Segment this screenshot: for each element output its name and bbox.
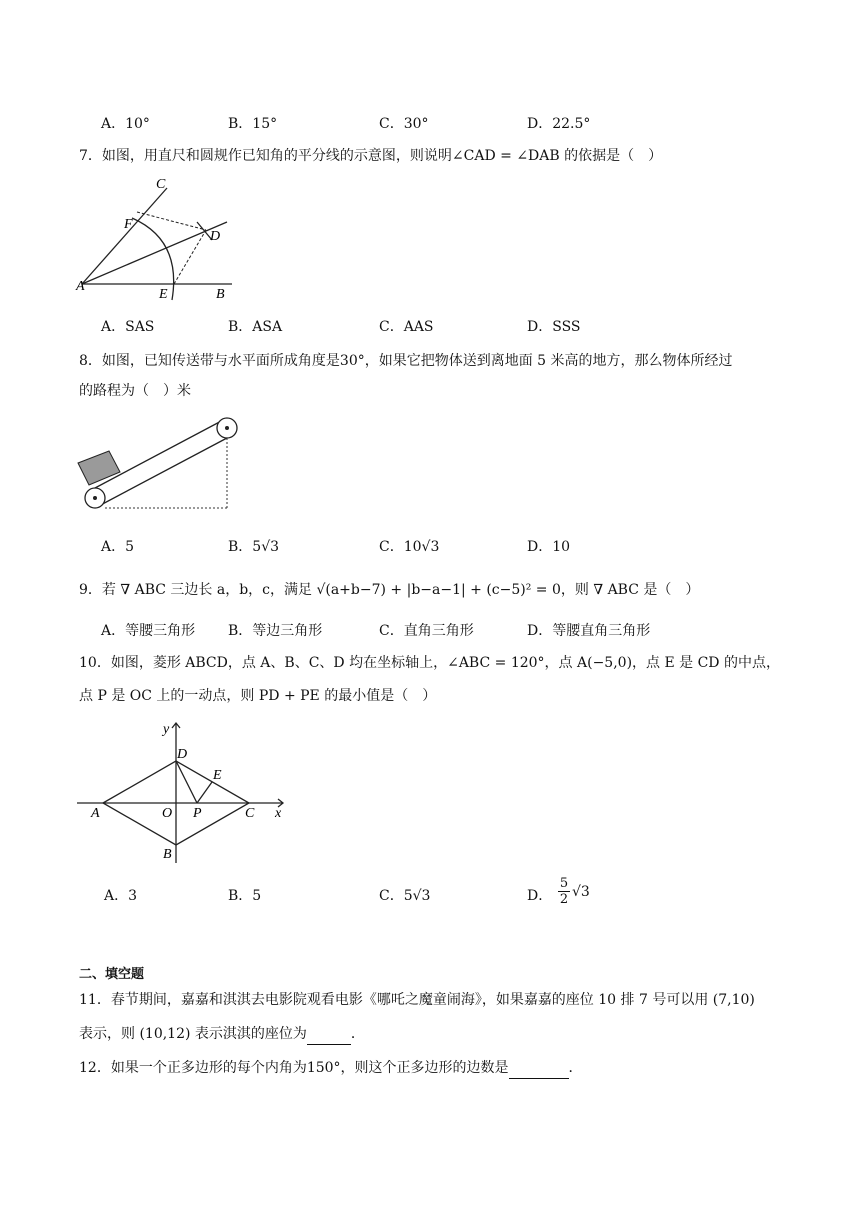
q9-option-c: C．直角三角形 <box>379 623 474 639</box>
q12-question-text: 12．如果一个正多边形的每个内角为150°，则这个正多边形的边数是 <box>79 1060 509 1076</box>
q10-question-line1: 10．如图，菱形 ABCD，点 A、B、C、D 均在坐标轴上，∠ABC = 120°，点 A(−5,0)，点 E 是 CD 的中点， <box>79 655 780 671</box>
q6-option-c: C．30° <box>379 116 429 132</box>
q10-option-d-fraction <box>558 876 570 907</box>
label-c: C <box>156 177 166 192</box>
q8-option-b: B．5√3 <box>228 539 280 555</box>
q6-option-a: A．10° <box>101 116 150 132</box>
q7-option-b: B．ASA <box>228 319 283 335</box>
label-a: A <box>76 279 85 294</box>
q11-question-line2 <box>79 1024 365 1045</box>
ray-ac <box>82 188 167 284</box>
q12-question-line <box>79 1058 583 1079</box>
q7-option-d: D．SSS <box>527 319 581 335</box>
section-title: 二、填空题 <box>79 967 145 982</box>
q10-question-line2: 点 P 是 OC 上的一动点，则 PD + PE 的最小值是（ ） <box>79 688 437 704</box>
label-b: B <box>163 847 172 862</box>
q10-option-d: D． <box>527 888 553 904</box>
cargo-box <box>78 451 120 485</box>
pulley-high-center <box>225 426 229 430</box>
label-a: A <box>91 806 100 821</box>
belt-top <box>95 418 227 488</box>
pulley-low-center <box>93 496 97 500</box>
q11-line2-text: 表示，则 (10,12) 表示淇淇的座位为 <box>79 1026 307 1042</box>
q10-option-c: C．5√3 <box>379 888 431 904</box>
label-x: x <box>275 806 282 821</box>
q10-option-d-root: √3 <box>572 884 590 900</box>
q8-option-a: A．5 <box>101 539 135 555</box>
label-o: O <box>162 806 173 821</box>
q7-option-a: A．SAS <box>101 319 155 335</box>
segment-pe <box>197 782 212 803</box>
q8-question-line2: 的路程为（ ）米 <box>79 383 191 399</box>
q8-question-line1: 8．如图，已知传送带与水平面所成角度是30°，如果它把物体送到离地面 5 米高的地方，那么物体所经过 <box>79 353 733 369</box>
label-e: E <box>213 768 222 783</box>
q7-option-c: C．AAS <box>379 319 434 335</box>
label-p: P <box>193 806 202 821</box>
q11-question-line1: 11．春节期间，嘉嘉和淇淇去电影院观看电影《哪吒之魔童闹海》，如果嘉嘉的座位 10 排 7 号可以用 (7,10) <box>79 992 755 1008</box>
q10-option-a: A．3 <box>104 888 138 904</box>
q10-rhombus-figure <box>75 715 290 865</box>
fraction-denominator: 2 <box>559 892 569 907</box>
q6-option-d: D．22.5° <box>527 116 591 132</box>
fraction-numerator: 5 <box>559 876 569 891</box>
q9-option-d: D．等腰直角三角形 <box>527 623 651 639</box>
label-c: C <box>245 806 255 821</box>
label-b: B <box>216 287 225 302</box>
label-d: D <box>177 747 188 762</box>
label-f: F <box>124 217 133 232</box>
q7-angle-bisector-figure <box>72 170 242 305</box>
q9-option-a: A．等腰三角形 <box>101 623 196 639</box>
q7-question-text: 7．如图，用直尺和圆规作已知角的平分线的示意图，则说明∠CAD = ∠DAB 的依据是（ ） <box>79 148 663 164</box>
q10-option-b: B．5 <box>228 888 262 904</box>
q11-answer-blank[interactable] <box>307 1024 351 1045</box>
q9-option-b: B．等边三角形 <box>228 623 323 639</box>
q8-conveyor-figure <box>75 410 245 515</box>
q11-line2-end: ． <box>350 1026 365 1042</box>
label-e: E <box>159 287 168 302</box>
label-d: D <box>210 229 221 244</box>
label-y: y <box>163 722 170 737</box>
q8-option-d: D．10 <box>527 539 571 555</box>
q6-option-b: B．15° <box>228 116 278 132</box>
q8-option-c: C．10√3 <box>379 539 440 555</box>
q9-question-text: 9．若 ∇ ABC 三边长 a，b，c，满足 √(a+b−7) + |b−a−1| + (c−5)² = 0，则 ∇ ABC 是（ ） <box>79 582 700 598</box>
q12-end: ． <box>568 1060 583 1076</box>
q12-answer-blank[interactable] <box>509 1058 569 1079</box>
